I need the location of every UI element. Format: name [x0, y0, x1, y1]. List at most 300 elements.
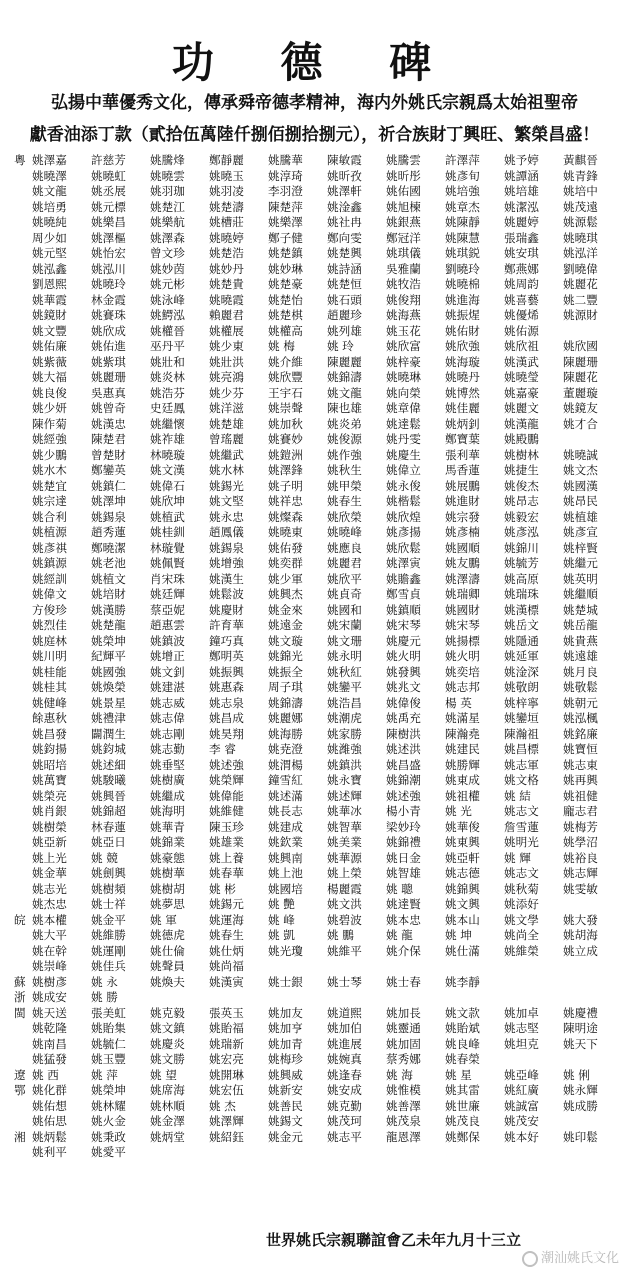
- donor-name: 姚 望: [150, 1067, 177, 1082]
- donor-name: 姚慶元: [386, 633, 421, 648]
- donor-name: 姚文鎮: [150, 1021, 185, 1035]
- donor-name: 姚欣煌: [386, 509, 421, 524]
- donor-name: 姚紫琪: [91, 354, 126, 369]
- donor-name: 姚士琴: [327, 974, 362, 989]
- donor-name: 姚興杰: [268, 587, 303, 601]
- donor-name: 姚曉峰: [327, 525, 362, 539]
- donor-name: 鄭子健: [268, 230, 303, 245]
- region-label: [14, 184, 30, 199]
- donor-name: 姚植武: [150, 509, 185, 524]
- donor-name: 姚甲榮: [327, 478, 362, 493]
- donor-name: 姚光瓊: [268, 943, 303, 958]
- donor-name: 姚樹榮: [32, 819, 67, 834]
- donor-name: 姚 玲: [327, 339, 354, 353]
- donor-name: 姚鎮仁: [91, 478, 126, 493]
- name-row: [14, 944, 622, 959]
- region-label: [14, 959, 30, 974]
- donor-name: 姚麗君: [327, 556, 362, 570]
- donor-name: 鄭雪貞: [386, 587, 421, 601]
- donor-name: 姚 彬: [209, 881, 236, 896]
- donor-name: 姚兆文: [386, 680, 421, 694]
- donor-name: 陳瀚祖: [504, 726, 539, 741]
- donor-name: 姚榮坤: [91, 1083, 126, 1097]
- donor-name: 姚鎮波: [150, 633, 185, 648]
- donor-name: 姚佑思: [32, 1114, 67, 1128]
- donor-name: 鐘巧真: [209, 633, 244, 648]
- region-label: [14, 897, 30, 912]
- donor-name: 姚源財: [563, 308, 598, 322]
- region-label: [14, 820, 30, 835]
- name-row: [14, 727, 622, 742]
- donor-name: 姚錦禮: [386, 835, 421, 849]
- region-label: [14, 525, 30, 540]
- donor-name: 姚婉真: [327, 1052, 362, 1066]
- donor-name: 姚祖健: [563, 788, 598, 803]
- donor-name: 史廷鳳: [150, 401, 185, 415]
- donor-name: 姚俊源: [327, 432, 362, 446]
- donor-name: 姚垂堅: [150, 757, 185, 772]
- name-row: [14, 897, 622, 912]
- donor-name: 姚 艷: [268, 897, 295, 911]
- name-row: [14, 959, 622, 974]
- donor-name: 姚欣平: [327, 571, 362, 586]
- donor-name: 姚文洪: [327, 897, 362, 911]
- region-label: [14, 618, 30, 633]
- name-row: [14, 820, 622, 835]
- region-label: 遼: [14, 1067, 26, 1082]
- donor-name: 姚華冰: [327, 804, 362, 818]
- donor-name: 姚培中: [563, 184, 598, 198]
- donor-name: 姚欣豐: [268, 370, 303, 384]
- donor-name: 姚春榮: [445, 1052, 480, 1066]
- donor-name: 姚鎮源: [32, 556, 67, 570]
- donor-name: 姚澤嘉: [32, 153, 67, 167]
- donor-name: 姚麗娜: [268, 711, 303, 725]
- donor-name: 姚炳堂: [150, 1129, 185, 1144]
- region-label: [14, 308, 30, 323]
- donor-name: 姚加伯: [327, 1021, 362, 1035]
- donor-name: 姚錦濤: [327, 370, 362, 384]
- donor-name: 姚壯洪: [209, 354, 244, 369]
- donor-name: 姚錫元: [209, 897, 244, 911]
- donor-name: 姚淳琦: [268, 168, 303, 183]
- donor-name: 姚祥忠: [268, 494, 303, 508]
- donor-name: 姚秉政: [91, 1129, 126, 1144]
- donor-name: 姚華霞: [32, 292, 67, 307]
- region-label: 皖: [14, 912, 26, 927]
- donor-name: 姚成勝: [563, 1098, 598, 1113]
- donor-name: 姚胡海: [563, 928, 598, 942]
- donor-name: 姚權晉: [150, 323, 185, 338]
- donor-name: 姚靈通: [386, 1021, 421, 1035]
- donor-name: 姚增正: [150, 649, 185, 663]
- donor-name: 姚良峰: [445, 1036, 480, 1051]
- name-row: [14, 169, 622, 184]
- region-label: [14, 928, 30, 943]
- region-label: [14, 448, 30, 463]
- donor-name: 姚鎮順: [386, 602, 421, 617]
- donor-name: 姚楚雄: [209, 416, 244, 431]
- donor-name: 姚梓賢: [563, 540, 598, 555]
- donor-name: 姚澤鋒: [268, 463, 303, 477]
- donor-name: 姚華青: [150, 819, 185, 834]
- donor-name: 姚駿曦: [91, 773, 126, 787]
- donor-name: 姚志勤: [150, 742, 185, 756]
- donor-name: 姚本權: [32, 912, 67, 927]
- donor-name: 姚琪儀: [386, 246, 421, 260]
- donor-name: 姚誠富: [504, 1098, 539, 1113]
- donor-name: 姚東興: [445, 835, 480, 849]
- donor-name: 姚青鋒: [563, 168, 598, 183]
- donor-name: 姚李靜: [445, 974, 480, 989]
- donor-name: 姚天下: [563, 1036, 598, 1051]
- donor-name: 姚錦業: [150, 835, 185, 849]
- donor-name: 姚捷生: [504, 463, 539, 477]
- donor-name: 姚建民: [445, 742, 480, 756]
- donor-name: 吳雅蘭: [386, 261, 421, 276]
- donor-name: 姚宋蘭: [327, 618, 362, 632]
- donor-name: 姚遠雄: [563, 649, 598, 663]
- donor-name: 姚亞峰: [504, 1067, 539, 1082]
- donor-name: 姚志輝: [563, 866, 598, 880]
- name-row: [14, 386, 622, 401]
- region-label: [14, 324, 30, 339]
- donor-name: 姚善澤: [386, 1098, 421, 1113]
- donor-name: 姚桂釧: [150, 525, 185, 539]
- donor-name: 姚岳龍: [563, 618, 598, 632]
- donor-name: 姚林耀: [91, 1098, 126, 1113]
- donor-name: 姚雄業: [209, 835, 244, 849]
- donor-name: 姚樹胡: [150, 881, 185, 896]
- donor-name: 姚曉誠: [563, 447, 598, 462]
- donor-name: 姚振全: [268, 664, 303, 679]
- donor-name: 李 睿: [209, 742, 236, 756]
- donor-name: 姚川明: [32, 649, 67, 663]
- donor-name: 姚尭澄: [268, 742, 303, 756]
- name-row: [14, 1021, 622, 1036]
- donor-name: 陳作菊: [32, 416, 67, 431]
- donor-name: 姚添好: [504, 897, 539, 911]
- donor-name: 姚志文: [504, 866, 539, 880]
- donor-name: 姚錦濤: [268, 695, 303, 710]
- donor-name: 姚文學: [504, 912, 539, 927]
- donor-name: 姚偉俊: [386, 695, 421, 710]
- donor-name: 姚彥楠: [445, 525, 480, 539]
- donor-name: 姚樂澤: [268, 215, 303, 229]
- donor-name: 姚慶禮: [563, 1005, 598, 1020]
- donor-name: 姚偉立: [386, 463, 421, 477]
- donor-name: 姚展鵬: [445, 478, 480, 493]
- donor-name: 姚玉豐: [91, 1052, 126, 1066]
- donor-name: 姚鈞城: [91, 742, 126, 756]
- name-row: [14, 494, 622, 509]
- donor-name: 姚元彬: [150, 277, 185, 291]
- donor-name: 姚 永: [91, 974, 118, 989]
- donor-name: 姚興晉: [91, 788, 126, 803]
- donor-name: 姚智雄: [386, 866, 421, 880]
- region-label: [14, 696, 30, 711]
- donor-name: 姚 龍: [386, 928, 413, 942]
- donor-name: 姚樹廣: [150, 773, 185, 787]
- donor-name: 姚士春: [386, 974, 421, 989]
- donor-name: 姚偉能: [209, 788, 244, 803]
- donor-name: 姚東成: [445, 773, 480, 787]
- donor-name: 李羽澄: [268, 184, 303, 198]
- donor-name: 姚介維: [268, 354, 303, 369]
- donor-name: 姚澤軒: [327, 184, 362, 198]
- donor-name: 董麗璇: [563, 385, 598, 400]
- donor-name: 姚浩芬: [150, 385, 185, 400]
- donor-name: 姚培財: [91, 587, 126, 601]
- region-label: [14, 711, 30, 726]
- name-row: [14, 928, 622, 943]
- footer-signature: 世界姚氏宗親聯誼會乙未年九月十三立: [266, 1231, 522, 1249]
- donor-name: 姚利平: [32, 1145, 67, 1159]
- donor-name: 姚譚涵: [504, 168, 539, 183]
- donor-name: 姚紹鈺: [209, 1129, 244, 1144]
- region-label: [14, 386, 30, 401]
- donor-name: 紀輝平: [91, 649, 126, 663]
- donor-name: 姚加友: [268, 1005, 303, 1020]
- donor-name: 姚 光: [445, 804, 472, 818]
- donor-name: 姚錫文: [268, 1114, 303, 1128]
- donor-name: 姚志偉: [150, 711, 185, 725]
- donor-name: 姚妙茵: [150, 261, 185, 276]
- donor-name: 姚永忠: [209, 509, 244, 524]
- region-label: [14, 758, 30, 773]
- donor-name: 姚鏡財: [32, 308, 67, 322]
- donor-name: 曾文珍: [150, 246, 185, 260]
- donor-name: 姚國強: [91, 664, 126, 679]
- donor-name: 姚佑廉: [32, 339, 67, 353]
- donor-name: 姚權展: [209, 323, 244, 338]
- region-label: [14, 200, 30, 215]
- name-row: [14, 990, 622, 1005]
- watermark-text: 潮汕姚氏文化: [540, 1251, 619, 1266]
- donor-name: 姚永明: [327, 649, 362, 663]
- donor-name: 姚曉霞: [209, 292, 244, 307]
- donor-name: 姚美業: [327, 835, 362, 849]
- donor-name: 楊小青: [386, 804, 421, 818]
- donor-name: 姚培勇: [32, 199, 67, 214]
- donor-name: 姚楚龍: [91, 618, 126, 632]
- region-label: [14, 665, 30, 680]
- donor-name: 姚海勝: [268, 726, 303, 741]
- donor-name: 姚鰐泓: [150, 308, 185, 322]
- donor-name: 姚振興: [209, 664, 244, 679]
- donor-name: 姚上榮: [327, 866, 362, 880]
- donor-name: 姚茂珂: [327, 1114, 362, 1128]
- name-row: [14, 975, 622, 990]
- donor-name: 姚立成: [563, 943, 598, 958]
- donor-name: 姚章杰: [445, 199, 480, 214]
- donor-name: 姚泓楓: [563, 711, 598, 725]
- donor-name: 姚繼順: [563, 587, 598, 601]
- donor-name: 姚石頭: [327, 292, 362, 307]
- donor-name: 姚建湛: [150, 680, 185, 694]
- donor-name: 姚春生: [209, 928, 244, 942]
- donor-name: 鐘雪紅: [268, 773, 303, 787]
- donor-name: 姚予婷: [504, 153, 539, 167]
- name-row: [14, 293, 622, 308]
- donor-name: 鄭靜麗: [209, 153, 244, 167]
- donor-name: 姚火金: [91, 1114, 126, 1128]
- donor-name: 姚在幹: [32, 943, 67, 958]
- donor-name: 馬香蓮: [445, 463, 480, 477]
- region-label: [14, 587, 30, 602]
- donor-name: 姚尚福: [209, 959, 244, 973]
- donor-name: 姚志剛: [150, 726, 185, 741]
- donor-name: 姚繼懷: [150, 416, 185, 431]
- donor-name: 姚亞新: [32, 835, 67, 849]
- donor-name: 姚作強: [327, 447, 362, 462]
- donor-name: 鄭鑾英: [91, 463, 126, 477]
- donor-name: 姚宋琴: [445, 618, 480, 632]
- donor-name: 姚澤森: [150, 230, 185, 245]
- donor-name: 姚銘廉: [563, 726, 598, 741]
- name-row: [14, 1037, 622, 1052]
- donor-name: 姚金元: [268, 1129, 303, 1144]
- region-label: [14, 804, 30, 819]
- region-label: 浙: [14, 990, 26, 1004]
- donor-name: 姚學沼: [563, 835, 598, 849]
- donor-name: 姚曉瑩: [504, 370, 539, 384]
- donor-name: 姚日金: [386, 850, 421, 865]
- donor-name: 姚國培: [268, 881, 303, 896]
- name-row: [14, 789, 622, 804]
- name-row: [14, 355, 622, 370]
- donor-name: 姚植雄: [563, 509, 598, 524]
- donor-name: 姚永俊: [386, 478, 421, 493]
- donor-name: 姚隱通: [504, 633, 539, 648]
- region-label: [14, 1114, 30, 1129]
- donor-name: 姚昌標: [504, 742, 539, 756]
- donor-name: 姚錦興: [445, 881, 480, 896]
- donor-name: 姚老池: [91, 556, 126, 570]
- donor-name: 姚碧波: [327, 912, 362, 927]
- donor-name: 姚楚濤: [209, 199, 244, 214]
- donor-name: 姚麗珊: [91, 370, 126, 384]
- donor-name: 姚志邦: [445, 680, 480, 694]
- donor-name: 姚志堅: [504, 1021, 539, 1035]
- donor-name: 姚海燕: [386, 308, 421, 322]
- donor-name: 蔡秀娜: [386, 1052, 421, 1066]
- donor-name: 姚加亨: [268, 1021, 303, 1035]
- donor-name: 許慈芳: [91, 153, 126, 167]
- donor-name: 姚揚標: [445, 633, 480, 648]
- donor-name: 姚鏡友: [563, 401, 598, 415]
- donor-name: 林璇覺: [150, 540, 185, 555]
- name-row: [14, 603, 622, 618]
- donor-name: 姚昂民: [563, 494, 598, 508]
- donor-name: 劉恩熙: [32, 277, 67, 291]
- donor-name: 姚漢標: [504, 602, 539, 617]
- donor-name: 姚少東: [209, 339, 244, 353]
- donor-name: 姚上池: [268, 866, 303, 880]
- donor-name: 姚鎧洲: [268, 447, 303, 462]
- donor-name: 姚文璇: [268, 633, 303, 648]
- donor-name: 姚騰華: [268, 153, 303, 167]
- donor-name: 姚樹頻: [91, 881, 126, 896]
- donor-name: 姚宋琴: [386, 618, 421, 632]
- donor-name: 姚奕群: [268, 556, 303, 570]
- donor-name: 姚英明: [563, 571, 598, 586]
- donor-name: 姚文豐: [32, 323, 67, 338]
- name-row: [14, 634, 622, 649]
- donor-name: 姚坦克: [504, 1036, 539, 1051]
- donor-name: 姚曉婷: [209, 230, 244, 245]
- region-label: [14, 246, 30, 261]
- region-label: [14, 572, 30, 587]
- donor-name: 姚宗達: [32, 494, 67, 508]
- donor-name: 姚榮亮: [32, 788, 67, 803]
- donor-name: 姚南昌: [32, 1036, 67, 1051]
- donor-name: 姚肖銀: [32, 804, 67, 818]
- donor-name: 姚長志: [268, 804, 303, 818]
- donor-name: 姚善民: [268, 1098, 303, 1113]
- region-label: [14, 789, 30, 804]
- name-row: [14, 758, 622, 773]
- donor-name: 姚梓寧: [504, 695, 539, 710]
- donor-name: 姚瑞卿: [445, 587, 480, 601]
- donor-name: 姚開琳: [209, 1067, 244, 1082]
- donor-name: 姚維平: [327, 943, 362, 958]
- donor-name: 楊麗霞: [327, 881, 362, 896]
- donor-name: 姚元標: [91, 199, 126, 214]
- donor-name: 姚少軍: [268, 571, 303, 586]
- watermark: [522, 1247, 619, 1267]
- donor-name: 姚鈞揚: [32, 742, 67, 756]
- donor-name: 姚琪鋭: [445, 246, 480, 260]
- name-row: [14, 246, 622, 261]
- region-label: [14, 866, 30, 881]
- donor-name: 姚進海: [445, 292, 480, 307]
- donor-name: 姚達鬆: [386, 416, 421, 431]
- donor-name: 姚 結: [504, 788, 531, 803]
- name-row: [14, 696, 622, 711]
- donor-name: 姚大福: [32, 370, 67, 384]
- donor-name: 姚乾隆: [32, 1021, 67, 1035]
- donor-name: 姚元堅: [32, 246, 67, 260]
- donor-name: 姚宏伍: [209, 1083, 244, 1097]
- donor-name: 姚二豐: [563, 292, 598, 307]
- donor-name: 姚德虎: [150, 928, 185, 942]
- donor-name: 巫丹平: [150, 339, 185, 353]
- donor-name: 姚欽業: [268, 835, 303, 849]
- donor-name: 姚明光: [504, 835, 539, 849]
- region-label: 鄂: [14, 1083, 26, 1097]
- donor-name: 姚佑想: [32, 1098, 67, 1113]
- donor-name: 劉曉玲: [445, 261, 480, 276]
- region-label: [14, 1052, 30, 1067]
- donor-name: 姚愛平: [91, 1145, 126, 1159]
- donor-name: 姚文勝: [150, 1052, 185, 1066]
- donor-name: 姚瑞珠: [504, 587, 539, 601]
- donor-name: 姚旭楝: [386, 199, 421, 214]
- donor-name: 姚漢忠: [91, 416, 126, 431]
- donor-name: 姚亞軒: [445, 850, 480, 865]
- donor-name: 姚秋紅: [327, 664, 362, 679]
- donor-name: 姚貽斌: [445, 1021, 480, 1035]
- donor-name: 梁妙玲: [386, 819, 421, 834]
- donor-name: 姚 海: [386, 1067, 413, 1082]
- donor-name: 姚渭楊: [268, 757, 303, 772]
- region-label: [14, 277, 30, 292]
- donor-name: 姚楚怡: [268, 292, 303, 307]
- name-row: [14, 1099, 622, 1114]
- donor-name: 姚仕炳: [209, 943, 244, 958]
- donor-name: 肖宋珠: [150, 571, 185, 586]
